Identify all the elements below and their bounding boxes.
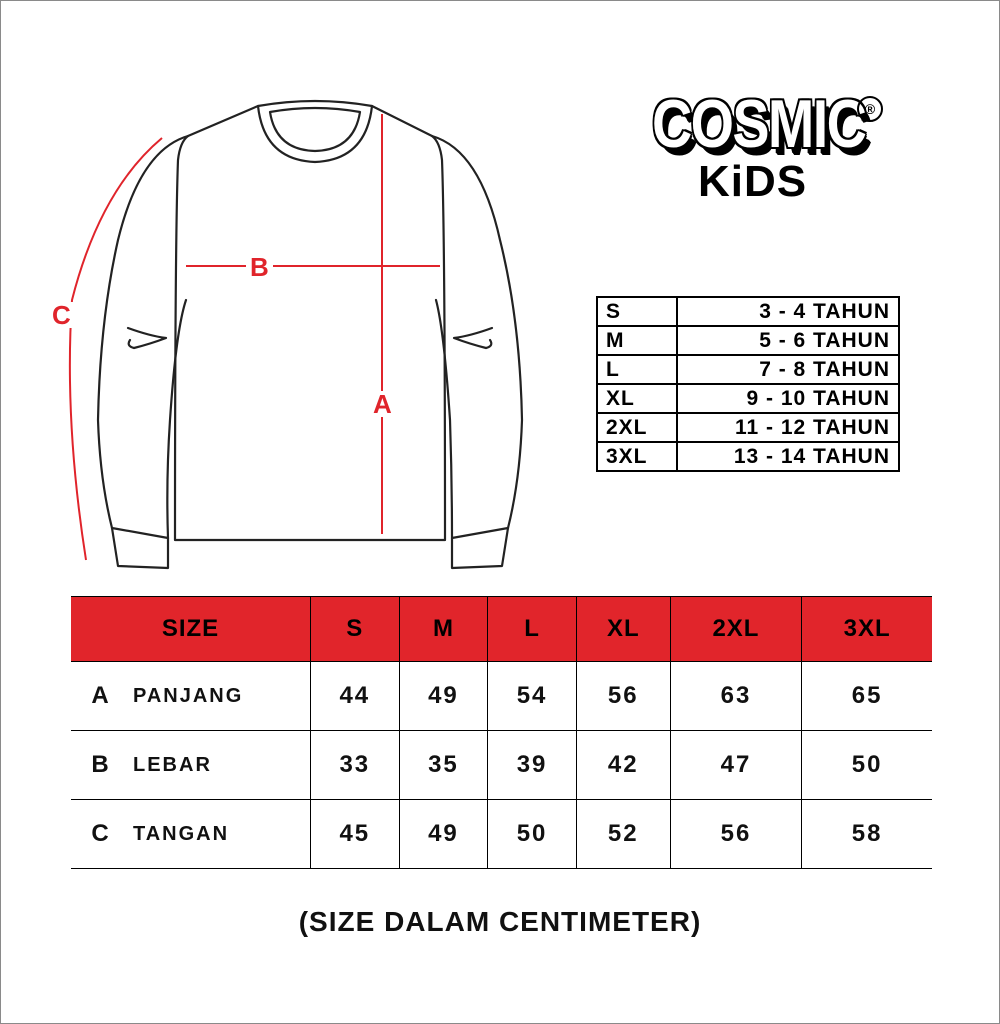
- size-header-cell: 2XL: [670, 597, 802, 662]
- age-range: 11 - 12 TAHUN: [677, 413, 899, 442]
- table-cell: 42: [576, 731, 670, 800]
- table-cell: 54: [488, 662, 577, 731]
- size-table: [71, 596, 932, 869]
- row-letter: A: [71, 662, 132, 731]
- table-cell: 58: [802, 800, 932, 869]
- table-cell: 45: [311, 800, 400, 869]
- size-header-row: [71, 597, 932, 662]
- row-name: PANJANG: [132, 662, 311, 731]
- age-row: [597, 355, 899, 384]
- brand-logo: [652, 86, 902, 210]
- measure-c-line: [70, 138, 162, 560]
- row-letter: B: [71, 731, 132, 800]
- size-header-cell: S: [311, 597, 400, 662]
- table-row: [71, 800, 932, 869]
- table-cell: 39: [488, 731, 577, 800]
- age-range: 13 - 14 TAHUN: [677, 442, 899, 471]
- table-cell: 35: [399, 731, 488, 800]
- registered-mark: ®: [857, 96, 883, 122]
- table-cell: 65: [802, 662, 932, 731]
- table-cell: 44: [311, 662, 400, 731]
- age-range: 9 - 10 TAHUN: [677, 384, 899, 413]
- age-range: 5 - 6 TAHUN: [677, 326, 899, 355]
- table-cell: 63: [670, 662, 802, 731]
- unit-footnote: (SIZE DALAM CENTIMETER): [298, 906, 702, 937]
- label-c: C: [48, 302, 75, 328]
- age-row: [597, 413, 899, 442]
- age-size: 2XL: [597, 413, 677, 442]
- collar-inner: [270, 108, 360, 151]
- table-cell: 33: [311, 731, 400, 800]
- brand-sub: KiDS: [698, 157, 808, 206]
- age-range: 3 - 4 TAHUN: [677, 297, 899, 326]
- size-header-cell: 3XL: [802, 597, 932, 662]
- age-size: S: [597, 297, 677, 326]
- table-row: [71, 662, 932, 731]
- age-size: 3XL: [597, 442, 677, 471]
- size-header-cell: M: [399, 597, 488, 662]
- age-row: [597, 384, 899, 413]
- row-name: TANGAN: [132, 800, 311, 869]
- table-cell: 50: [488, 800, 577, 869]
- table-cell: 49: [399, 662, 488, 731]
- label-a: A: [369, 391, 396, 417]
- table-cell: 49: [399, 800, 488, 869]
- age-size: XL: [597, 384, 677, 413]
- table-cell: 47: [670, 731, 802, 800]
- row-name: LEBAR: [132, 731, 311, 800]
- age-size: L: [597, 355, 677, 384]
- size-header-label: SIZE: [71, 597, 311, 662]
- brand-name: COSMIC: [652, 86, 866, 162]
- age-range: 7 - 8 TAHUN: [677, 355, 899, 384]
- table-cell: 50: [802, 731, 932, 800]
- age-size: M: [597, 326, 677, 355]
- age-table: [596, 296, 900, 472]
- table-cell: 52: [576, 800, 670, 869]
- row-letter: C: [71, 800, 132, 869]
- size-header-cell: XL: [576, 597, 670, 662]
- age-row: [597, 326, 899, 355]
- table-row: [71, 731, 932, 800]
- age-row: [597, 297, 899, 326]
- shirt-diagram: [0, 0, 600, 580]
- table-cell: 56: [670, 800, 802, 869]
- label-b: B: [246, 254, 273, 280]
- size-header-cell: L: [488, 597, 577, 662]
- table-cell: 56: [576, 662, 670, 731]
- age-row: [597, 442, 899, 471]
